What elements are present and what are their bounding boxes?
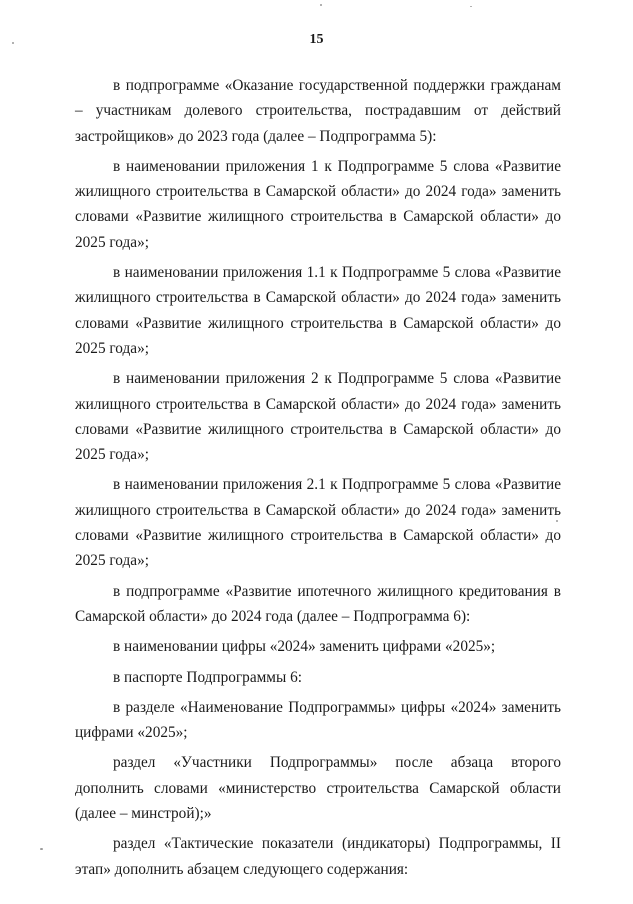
paragraph-appendix-2-1: в наименовании приложения 2.1 к Подпрограмме 5 слова «Развитие жилищного строительства в Самарской области» до 2024 года» заменить словами «Развитие жилищного строительства в Самарской области» до 2025 года»; <box>75 476 561 570</box>
paragraph-subprogram-5-intro: в подпрограмме «Оказание государственной поддержки гражданам – участникам долевого строительства, пострадавшим от действий застройщиков» до 2023 года (далее – Подпрограмма 5): <box>75 77 561 145</box>
paragraph-section-participants: раздел «Участники Подпрограммы» после абзаца второго дополнить словами «министерство строительства Самарской области (далее – минстрой);» <box>75 754 561 823</box>
paragraph-passport: в паспорте Подпрограммы 6: <box>113 668 302 686</box>
paragraph-appendix-2: в наименовании приложения 2 к Подпрограмме 5 слова «Развитие жилищного строительства в Самарской области» до 2024 года» заменить словами «Развитие жилищного строительства в Самарской области» до 2025 года»; <box>75 370 561 464</box>
paragraph-subprogram-6-intro: в подпрограмме «Развитие ипотечного жилищного кредитования в Самарской области» до 2024 года (далее – Подпрограмма 6): <box>75 582 561 625</box>
document-body <box>75 73 561 887</box>
paragraph-section-indicators: раздел «Тактические показатели (индикаторы) Подпрограммы, II этап» дополнить абзацем следующего содержания: <box>75 835 561 878</box>
paragraph-appendix-1: в наименовании приложения 1 к Подпрограмме 5 слова «Развитие жилищного строительства в Самарской области» до 2024 года» заменить словами «Развитие жилищного строительства в Самарской области» до 2025 года»; <box>75 157 561 251</box>
paragraph-appendix-1-1: в наименовании приложения 1.1 к Подпрограмме 5 слова «Развитие жилищного строительства в Самарской области» до 2024 года» заменить словами «Развитие жилищного строительства в Самарской области» до 2025 года»; <box>75 264 561 357</box>
page-number: 15 <box>309 32 324 47</box>
scan-speck <box>40 848 43 850</box>
scan-speck <box>320 4 322 6</box>
paragraph-name-digits: в наименовании цифры «2024» заменить цифрами «2025»; <box>113 638 496 656</box>
paragraph-section-name: в разделе «Наименование Подпрограммы» цифры «2024» заменить цифрами «2025»; <box>75 698 561 742</box>
scan-speck <box>470 6 472 7</box>
